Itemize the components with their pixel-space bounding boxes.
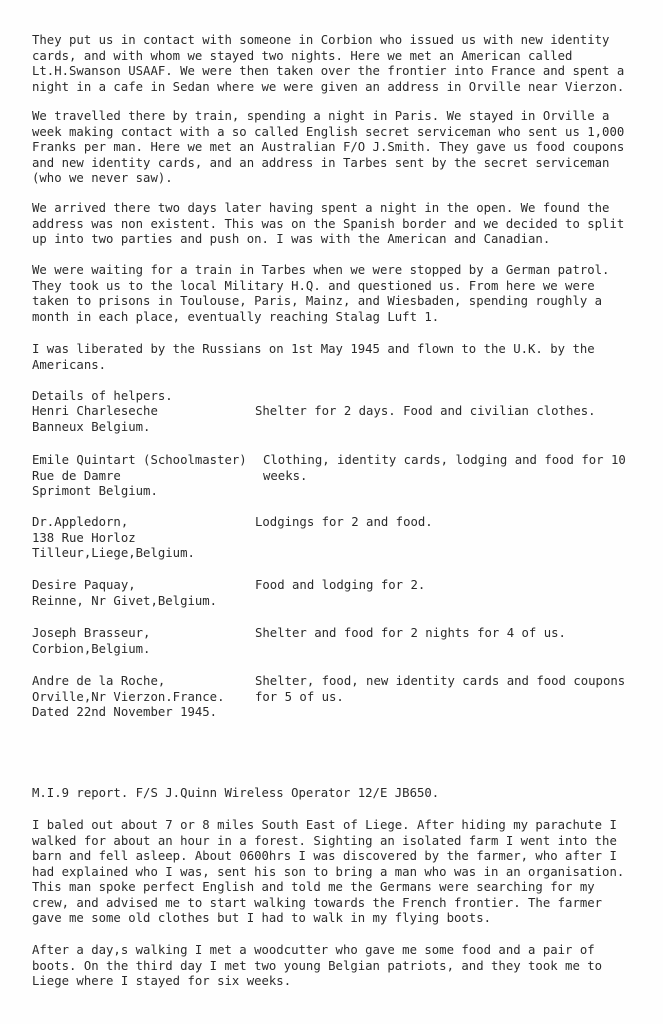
helper-assistance: Lodgings for 2 and food. bbox=[255, 515, 433, 529]
report-paragraph-bailout: I baled out about 7 or 8 miles South East of Liege. After hiding my parachute I walked for about an hour in a forest. Sighting an isolated farm I went into the barn and fell asleep. About 0600hrs I was discovered by the farmer, who after I had explained who I was, sent his son to bring a man who was in an organisation. This man spoke perfect English and told me the Germans were searching for my crew, and advised me to start walking towards the French frontier. The farmer gave me some old clothes but I had to walk in my flying boots. bbox=[32, 818, 625, 925]
helper-assistance: Food and lodging for 2. bbox=[255, 578, 426, 592]
helper-assistance: Shelter for 2 days. Food and civilian clothes. bbox=[255, 404, 596, 418]
helper-assistance: Shelter and food for 2 nights for 4 of us. bbox=[255, 626, 566, 640]
helper-name-address: Andre de la Roche, Orville,Nr Vierzon.France. Dated 22nd November 1945. bbox=[32, 674, 225, 719]
paragraph-liberation: I was liberated by the Russians on 1st May 1945 and flown to the U.K. by the Americans. bbox=[32, 342, 595, 372]
helper-assistance: Shelter, food, new identity cards and food coupons for 5 of us. bbox=[255, 674, 626, 704]
helper-name-address: Dr.Appledorn, 138 Rue Horloz Tilleur,Liege,Belgium. bbox=[32, 515, 195, 560]
paragraph-tarbes-arrival: We arrived there two days later having spent a night in the open. We found the address was non existent. This was on the Spanish border and we decided to split up into two parties and push on. I was with the American and Canadian. bbox=[32, 201, 625, 246]
helpers-heading: Details of helpers. bbox=[32, 389, 173, 403]
paragraph-orville: We travelled there by train, spending a night in Paris. We stayed in Orville a week making contact with a so called English secret serviceman who sent us 1,000 Franks per man. Here we met an Australian F/O J.Smith. They gave us food coupons and new identity cards, and an address in Tarbes sent by the secret serviceman (who we never saw). bbox=[32, 109, 625, 185]
report-paragraph-woodcutter: After a day,s walking I met a woodcutter who gave me some food and a pair of boots. On the third day I met two young Belgian patriots, and they took me to Liege where I stayed for six weeks. bbox=[32, 943, 603, 988]
report-heading: M.I.9 report. F/S J.Quinn Wireless Operator 12/E JB650. bbox=[32, 786, 440, 800]
helper-name-address: Desire Paquay, Reinne, Nr Givet,Belgium. bbox=[32, 578, 218, 608]
helper-name-address: Emile Quintart (Schoolmaster) Rue de Damre Sprimont Belgium. bbox=[32, 453, 247, 498]
paragraph-capture: We were waiting for a train in Tarbes when we were stopped by a German patrol. They took us to the local Military H.Q. and questioned us. From here we were taken to prisons in Toulouse, Paris, Mainz, and Wiesbaden, spending roughly a month in each place, eventually reaching Stalag Luft 1. bbox=[32, 263, 610, 324]
helper-name-address: Joseph Brasseur, Corbion,Belgium. bbox=[32, 626, 151, 656]
paragraph-corbion: They put us in contact with someone in Corbion who issued us with new identity cards, and with whom we stayed two nights. Here we met an American called Lt.H.Swanson USAAF. We were then taken over the frontier into France and spent a night in a cafe in Sedan where we were given an address in Orville near Vierzon. bbox=[32, 33, 625, 94]
helper-assistance: Clothing, identity cards, lodging and food for 10 weeks. bbox=[263, 453, 626, 483]
helper-name-address: Henri Charleseche Banneux Belgium. bbox=[32, 404, 158, 434]
